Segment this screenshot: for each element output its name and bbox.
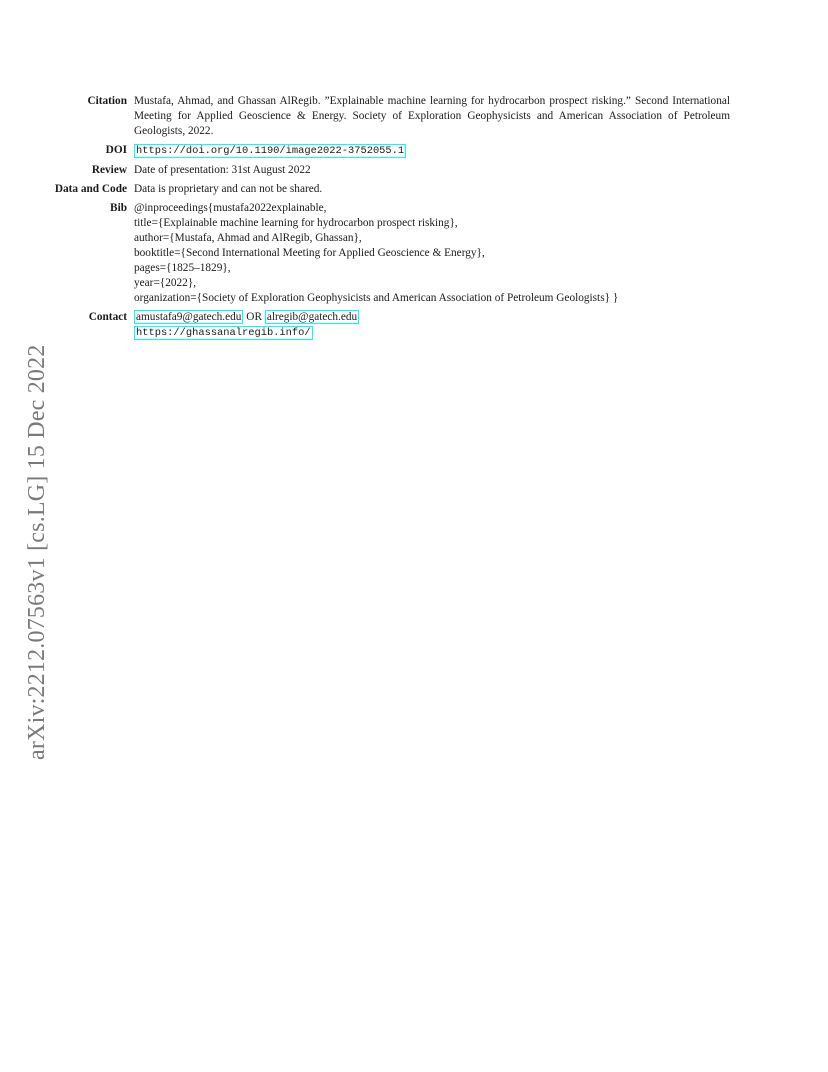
bib-row — [40, 201, 740, 306]
citation-row — [40, 94, 740, 139]
bib-entry — [134, 201, 730, 306]
contact-info — [134, 310, 730, 341]
email-link-alregib[interactable]: alregib@gatech.edu — [266, 311, 358, 323]
bib-label: Bib — [110, 202, 127, 214]
review-text: Date of presentation: 31st August 2022 — [134, 164, 311, 176]
data-code-row — [40, 182, 740, 197]
contact-separator: OR — [246, 311, 262, 323]
bib-line: @inproceedings{mustafa2022explainable, — [134, 202, 327, 214]
doi-value — [134, 143, 730, 159]
doi-link[interactable]: https://doi.org/10.1190/image2022-3752055.1 — [136, 145, 405, 157]
website-link[interactable]: https://ghassanalregib.info/ — [136, 327, 311, 339]
citation-label: Citation — [87, 95, 127, 107]
bib-line: booktitle={Second International Meeting for Applied Geoscience & Energy}, — [134, 247, 485, 259]
data-code-label: Data and Code — [54, 183, 127, 195]
contact-row — [40, 310, 740, 341]
arxiv-side-stamp: arXiv:2212.07563v1 [cs.LG] 15 Dec 2022 — [24, 344, 50, 760]
bib-line: title={Explainable machine learning for hydrocarbon prospect risking}, — [134, 217, 458, 229]
doi-row — [40, 143, 740, 159]
bib-line: organization={Society of Exploration Geophysicists and American Association of Petroleum Geologists} } — [134, 292, 619, 304]
contact-label: Contact — [88, 311, 127, 323]
review-row — [40, 163, 740, 178]
bib-line: pages={1825–1829}, — [134, 262, 231, 274]
paper-metadata — [40, 94, 740, 345]
doi-label: DOI — [105, 144, 127, 156]
bib-line: year={2022}, — [134, 277, 197, 289]
email-link-amustafa[interactable]: amustafa9@gatech.edu — [136, 311, 242, 323]
bib-line: author={Mustafa, Ahmad and AlRegib, Ghassan}, — [134, 232, 362, 244]
citation-text: Mustafa, Ahmad, and Ghassan AlRegib. ”Explainable machine learning for hydrocarbon prospect risking.” Second International Meeting for Applied Geoscience & Energy. Society of Exploration Geophysicists and American Association of Petroleum Geologists, 2022. — [134, 95, 730, 137]
data-code-text: Data is proprietary and can not be shared. — [134, 183, 323, 195]
review-label: Review — [91, 164, 127, 176]
